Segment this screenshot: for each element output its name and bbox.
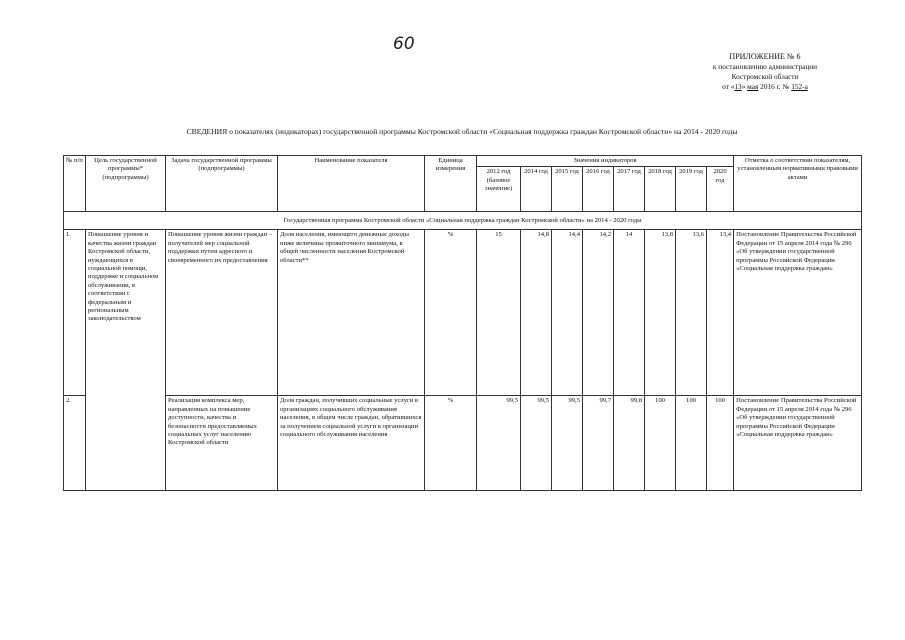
row-unit: % xyxy=(425,396,477,491)
row-value-2015: 99,5 xyxy=(552,396,583,491)
row-value-2019: 100 xyxy=(676,396,707,491)
header-year-2017: 2017 год xyxy=(614,167,645,212)
row-num: 1. xyxy=(64,230,86,396)
table-row xyxy=(64,230,862,396)
row-num: 2. xyxy=(64,396,86,491)
row-value-2015: 14,4 xyxy=(552,230,583,396)
header-year-2018: 2018 год xyxy=(645,167,676,212)
row-value-2018: 13,8 xyxy=(645,230,676,396)
header-task: Задача государственной программы (подпрограммы) xyxy=(166,156,278,212)
row-value-2014: 14,8 xyxy=(521,230,552,396)
appendix-block xyxy=(658,52,872,92)
row-value-2012: 99,5 xyxy=(477,396,521,491)
appendix-line1: к постановлению администрации xyxy=(712,62,818,71)
table-row xyxy=(64,396,862,491)
appendix-line2: Костромской области xyxy=(731,72,799,81)
row-indicator: Доля населения, имеющего денежные доходы ниже величины прожиточного минимума, в общей численности населения Костромской области** xyxy=(278,230,425,396)
row-indicator: Доля граждан, получивших социальные услуги в организациях социального обслуживания населения, в общем числе граждан, обратившихся за получением социальной услуги в организации социального обслуживания населения xyxy=(278,396,425,491)
row-value-2018: 100 xyxy=(645,396,676,491)
page-number: 60 xyxy=(393,34,415,54)
row-value-2020: 13,4 xyxy=(707,230,734,396)
date-month: мая xyxy=(747,82,759,91)
appendix-date xyxy=(658,82,872,92)
header-mark: Отметка о соответствии показателям, установленным нормативными правовыми актами xyxy=(734,156,862,212)
header-year-2015: 2015 год xyxy=(552,167,583,212)
document-heading: СВЕДЕНИЯ о показателях (индикаторах) государственной программы Костромской области «Социальная поддержка граждан Костромской области» на 2014 - 2020 годы xyxy=(186,127,738,136)
row-value-2016: 14,2 xyxy=(583,230,614,396)
row-value-2012: 15 xyxy=(477,230,521,396)
header-values: Значения индикаторов xyxy=(477,156,734,167)
row-value-2019: 13,6 xyxy=(676,230,707,396)
appendix-title: ПРИЛОЖЕНИЕ № 6 xyxy=(729,52,801,61)
row-unit: % xyxy=(425,230,477,396)
section-row xyxy=(64,212,862,230)
header-year-2014: 2014 год xyxy=(521,167,552,212)
header-year-2020: 2020 год xyxy=(707,167,734,212)
header-unit: Единица измерения xyxy=(425,156,477,212)
row-value-2016: 99,7 xyxy=(583,396,614,491)
row-goal: Повышение уровня и качества жизни граждан Костромской области, нуждающихся в социальной помощи, поддержке и социальном обслуживании, в соответствии с федеральным и региональным законодательством xyxy=(86,230,166,491)
row-mark: Постановление Правительства Российской Федерации от 15 апреля 2014 года № 296 «Об утверждении государственной программы Российской Федерации «Социальная поддержка граждан» xyxy=(734,230,862,396)
indicators-table xyxy=(63,155,862,491)
date-mid: » xyxy=(741,82,748,91)
header-row xyxy=(64,156,862,167)
row-value-2017: 99,8 xyxy=(614,396,645,491)
header-num: № п/п xyxy=(64,156,86,212)
header-year-2012: 2012 год (базовое значение) xyxy=(477,167,521,212)
header-indicator: Наименование показателя xyxy=(278,156,425,212)
row-value-2020: 100 xyxy=(707,396,734,491)
row-value-2017: 14 xyxy=(614,230,645,396)
date-day: 13 xyxy=(734,82,742,91)
row-task: Реализация комплекса мер, направленных на повышение доступности, качества и безопасности предоставляемых социальных услуг населению Костромской области xyxy=(166,396,278,491)
date-prefix: от « xyxy=(722,82,735,91)
row-value-2014: 99,5 xyxy=(521,396,552,491)
header-goal: Цель государственной программы* (подпрограммы) xyxy=(86,156,166,212)
row-task: Повышение уровня жизни граждан – получателей мер социальной поддержки путем адресного и своевременного их предоставления xyxy=(166,230,278,396)
date-number: 152-а xyxy=(791,82,808,91)
row-mark: Постановление Правительства Российской Федерации от 15 апреля 2014 года № 296 «Об утверждении государственной программы Российской Федерации «Социальная поддержка граждан» xyxy=(734,396,862,491)
date-year: 2016 г. № xyxy=(758,82,792,91)
header-year-2019: 2019 год xyxy=(676,167,707,212)
header-year-2016: 2016 год xyxy=(583,167,614,212)
section-title: Государственная программа Костромской области «Социальная поддержка граждан Костромской области» на 2014 - 2020 годы xyxy=(64,212,862,230)
